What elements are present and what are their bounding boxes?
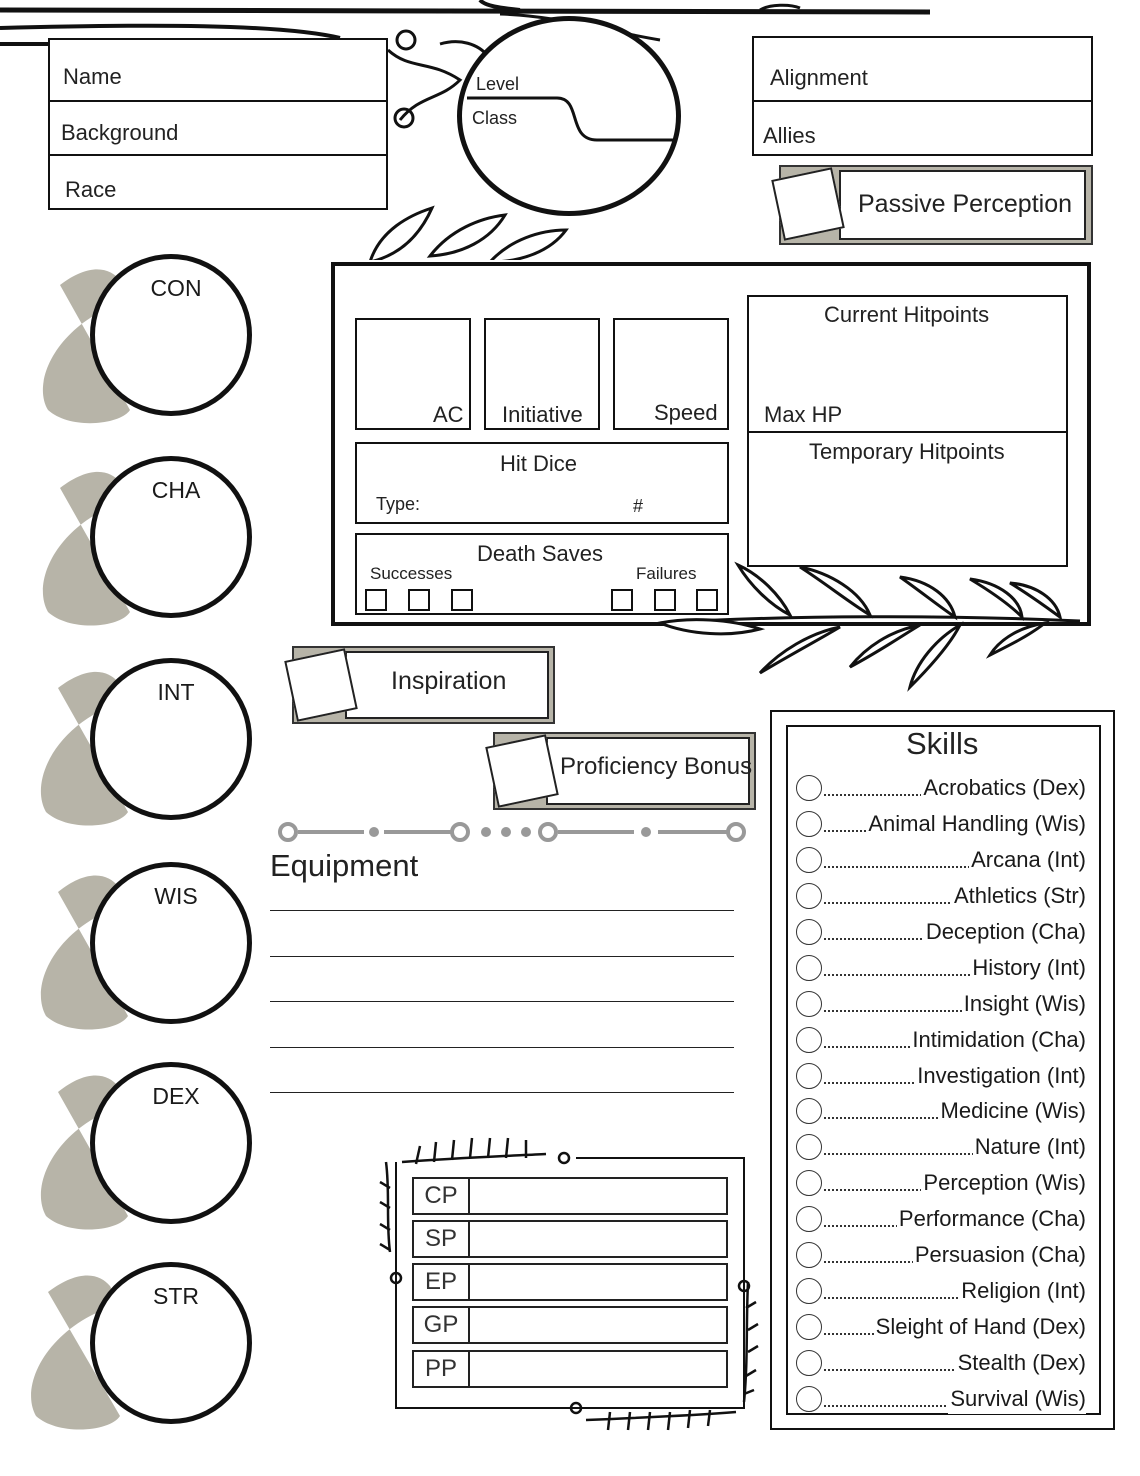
coin-label-pp: PP [414, 1352, 470, 1386]
skill-proficiency-circle[interactable] [796, 1386, 822, 1412]
failures-label: Failures [636, 564, 697, 583]
ability-label-dex: DEX [152, 1083, 200, 1109]
coin-row-ep[interactable] [412, 1263, 728, 1301]
skill-row-acrobatics[interactable] [796, 773, 1086, 803]
speed-label: Speed [654, 400, 718, 425]
hitpoints-box [747, 295, 1068, 567]
inspiration-value-box[interactable] [284, 648, 358, 722]
hit-dice-label: Hit Dice [500, 451, 578, 476]
skill-row-investigation[interactable] [796, 1061, 1086, 1091]
alignment-label: Alignment [770, 65, 868, 90]
name-label: Name [63, 64, 122, 89]
skill-name: Stealth (Dex) [956, 1348, 1086, 1378]
beaded-divider [276, 818, 752, 846]
skill-proficiency-circle[interactable] [796, 1206, 822, 1232]
coin-label-gp: GP [414, 1308, 470, 1342]
ability-label-con: CON [150, 275, 202, 301]
skill-name: Arcana (Int) [969, 845, 1086, 875]
current-hp-label: Current Hitpoints [824, 302, 990, 327]
hit-dice-type-label: Type: [376, 494, 421, 514]
skill-row-persuasion[interactable] [796, 1240, 1086, 1270]
equipment-heading: Equipment [270, 848, 419, 883]
decorative-vine-combat [650, 555, 1090, 705]
equipment-line-5[interactable] [270, 1092, 734, 1093]
ability-circle-dex[interactable] [90, 1062, 252, 1224]
equipment-line-1[interactable] [270, 910, 734, 911]
skill-proficiency-circle[interactable] [796, 1350, 822, 1376]
skill-row-athletics[interactable] [796, 881, 1086, 911]
skill-proficiency-circle[interactable] [796, 1278, 822, 1304]
skill-row-stealth[interactable] [796, 1348, 1086, 1378]
max-hp-label: Max HP [764, 402, 843, 427]
proficiency-bonus-label: Proficiency Bonus [560, 753, 753, 780]
ability-label-int: INT [157, 679, 195, 705]
skill-row-history[interactable] [796, 953, 1086, 983]
skill-row-medicine[interactable] [796, 1096, 1086, 1126]
skill-name: Investigation (Int) [915, 1061, 1086, 1091]
skill-name: Nature (Int) [973, 1132, 1086, 1162]
coin-row-sp[interactable] [412, 1220, 728, 1258]
inspiration-label: Inspiration [391, 667, 507, 695]
passive-perception-value-box[interactable] [771, 167, 845, 241]
skill-proficiency-circle[interactable] [796, 991, 822, 1017]
skill-name: Acrobatics (Dex) [921, 773, 1086, 803]
race-label: Race [65, 177, 117, 202]
ability-label-wis: WIS [154, 883, 198, 909]
death-save-success-1[interactable] [365, 589, 387, 611]
passive-perception-label: Passive Perception [858, 190, 1073, 218]
skill-row-religion[interactable] [796, 1276, 1086, 1306]
successes-label: Successes [370, 564, 453, 583]
skill-proficiency-circle[interactable] [796, 919, 822, 945]
skill-name: Animal Handling (Wis) [866, 809, 1086, 839]
skill-row-sleight-of-hand[interactable] [796, 1312, 1086, 1342]
coin-row-cp[interactable] [412, 1177, 728, 1215]
skill-proficiency-circle[interactable] [796, 955, 822, 981]
skill-proficiency-circle[interactable] [796, 1134, 822, 1160]
skill-name: Deception (Cha) [924, 917, 1086, 947]
skill-row-survival[interactable] [796, 1384, 1086, 1414]
skill-row-deception[interactable] [796, 917, 1086, 947]
level-label: Level [476, 74, 520, 94]
skill-row-animal-handling[interactable] [796, 809, 1086, 839]
equipment-line-2[interactable] [270, 956, 734, 957]
skill-name: Religion (Int) [959, 1276, 1086, 1306]
skill-row-performance[interactable] [796, 1204, 1086, 1234]
coin-label-ep: EP [414, 1265, 470, 1299]
death-save-success-2[interactable] [408, 589, 430, 611]
ability-circle-con[interactable] [90, 254, 252, 416]
background-label: Background [61, 120, 179, 145]
allies-label: Allies [763, 123, 816, 148]
temp-hp-label: Temporary Hitpoints [809, 439, 1005, 464]
equipment-line-4[interactable] [270, 1047, 734, 1048]
coin-row-gp[interactable] [412, 1306, 728, 1344]
death-save-success-3[interactable] [451, 589, 473, 611]
death-saves-label: Death Saves [477, 541, 603, 566]
initiative-label: Initiative [502, 402, 583, 427]
skill-name: Persuasion (Cha) [913, 1240, 1086, 1270]
skill-name: Medicine (Wis) [939, 1096, 1086, 1126]
death-save-failure-1[interactable] [611, 589, 633, 611]
skill-row-arcana[interactable] [796, 845, 1086, 875]
skill-name: Intimidation (Cha) [910, 1025, 1086, 1055]
skill-name: Athletics (Str) [952, 881, 1086, 911]
coin-row-pp[interactable] [412, 1350, 728, 1388]
skill-row-intimidation[interactable] [796, 1025, 1086, 1055]
skills-title: Skills [906, 726, 979, 761]
skill-name: Insight (Wis) [962, 989, 1086, 1019]
proficiency-bonus-value-box[interactable] [485, 734, 559, 808]
equipment-line-3[interactable] [270, 1001, 734, 1002]
skill-name: Sleight of Hand (Dex) [874, 1312, 1086, 1342]
ability-circle-cha[interactable] [90, 456, 252, 618]
skill-proficiency-circle[interactable] [796, 1314, 822, 1340]
skill-proficiency-circle[interactable] [796, 1098, 822, 1124]
skill-proficiency-circle[interactable] [796, 1063, 822, 1089]
skill-proficiency-circle[interactable] [796, 775, 822, 801]
class-label: Class [472, 108, 518, 128]
skill-name: History (Int) [970, 953, 1086, 983]
skill-name: Survival (Wis) [948, 1384, 1086, 1414]
skill-row-perception[interactable] [796, 1168, 1086, 1198]
coin-label-cp: CP [414, 1179, 470, 1213]
skill-proficiency-circle[interactable] [796, 1170, 822, 1196]
skill-row-insight[interactable] [796, 989, 1086, 1019]
skill-proficiency-circle[interactable] [796, 883, 822, 909]
skill-proficiency-circle[interactable] [796, 1242, 822, 1268]
hit-dice-count-label: # [633, 496, 644, 516]
ability-label-cha: CHA [151, 477, 201, 503]
skill-name: Perception (Wis) [921, 1168, 1086, 1198]
coin-label-sp: SP [414, 1222, 470, 1256]
ability-circle-wis[interactable] [90, 862, 252, 1024]
ability-label-str: STR [153, 1283, 199, 1309]
ability-circle-int[interactable] [90, 658, 252, 820]
skill-proficiency-circle[interactable] [796, 1027, 822, 1053]
skill-row-nature[interactable] [796, 1132, 1086, 1162]
skill-proficiency-circle[interactable] [796, 847, 822, 873]
ability-circle-str[interactable] [90, 1262, 252, 1424]
skill-proficiency-circle[interactable] [796, 811, 822, 837]
ac-label: AC [433, 402, 464, 427]
skill-name: Performance (Cha) [897, 1204, 1086, 1234]
